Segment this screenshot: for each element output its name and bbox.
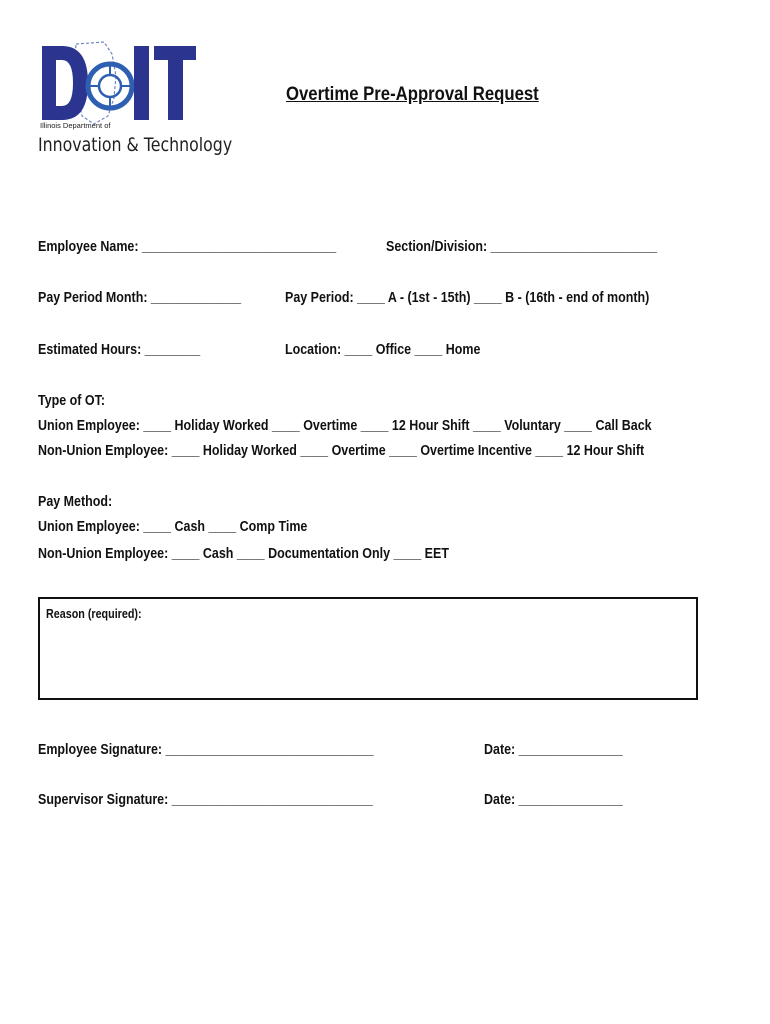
supervisor-signature-field[interactable]: Supervisor Signature: _____________________________ — [38, 792, 373, 808]
logo-big-text: Innovation & Technology — [38, 134, 233, 156]
reason-label: Reason (required): — [46, 607, 142, 621]
pay-period-field[interactable]: Pay Period: ____ A - (1st - 15th) ____ B - (16th - end of month) — [285, 290, 650, 306]
pay-period-month-field[interactable]: Pay Period Month: _____________ — [38, 290, 242, 306]
location-field[interactable]: Location: ____ Office ____ Home — [285, 342, 481, 358]
pay-method-heading: Pay Method: — [38, 494, 113, 510]
supervisor-date-field[interactable]: Date: _______________ — [484, 792, 623, 808]
employee-date-field[interactable]: Date: _______________ — [484, 742, 623, 758]
form-title: Overtime Pre-Approval Request — [286, 84, 539, 105]
pay-method-union[interactable]: Union Employee: ____ Cash ____ Comp Time — [38, 519, 308, 535]
logo-small-text: Illinois Department of — [40, 121, 111, 130]
estimated-hours-field[interactable]: Estimated Hours: ________ — [38, 342, 201, 358]
pay-method-non-union[interactable]: Non-Union Employee: ____ Cash ____ Documentation Only ____ EET — [38, 546, 449, 562]
employee-signature-field[interactable]: Employee Signature: ______________________________ — [38, 742, 374, 758]
employee-name-field[interactable]: Employee Name: ____________________________ — [38, 239, 337, 255]
type-of-ot-heading: Type of OT: — [38, 393, 105, 409]
type-of-ot-union[interactable]: Union Employee: ____ Holiday Worked ____ Overtime ____ 12 Hour Shift ____ Voluntary ____ Call Back — [38, 418, 652, 434]
doit-logo-mark — [36, 36, 206, 126]
section-division-field[interactable]: Section/Division: ________________________ — [386, 239, 658, 255]
type-of-ot-non-union[interactable]: Non-Union Employee: ____ Holiday Worked ____ Overtime ____ Overtime Incentive ____ 12 Hour Shift — [38, 443, 645, 459]
